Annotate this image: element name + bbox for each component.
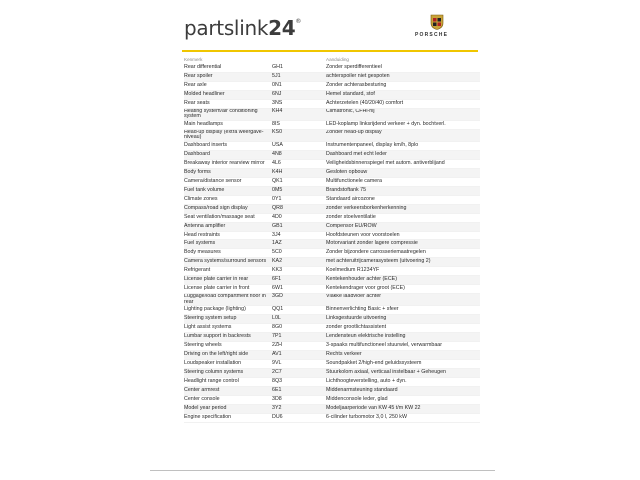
- cell-desc: Middenarmsteuning standaard: [326, 387, 398, 393]
- cell-name: Heating system/air conditioning system: [184, 108, 258, 120]
- cell-code: L0L: [272, 315, 281, 322]
- cell-desc: Linksgestuurde uitvoering: [326, 315, 387, 322]
- cell-code: KK3: [272, 267, 283, 274]
- equipment-table: [184, 56, 480, 423]
- table-row: [184, 369, 480, 378]
- cell-code: KS0: [272, 128, 283, 135]
- cell-desc: achterspoiler niet gespoten: [326, 72, 390, 79]
- cell-code: 2C7: [272, 369, 282, 376]
- cell-code: 5J1: [272, 72, 281, 79]
- cell-name: Dashboard inserts: [184, 141, 227, 148]
- cell-desc: Gesloten opbouw: [326, 168, 368, 175]
- cell-desc: zonder verkeersborkenherkenning: [326, 204, 407, 211]
- cell-name: License plate carrier in rear: [184, 276, 249, 283]
- cell-code: KH4: [272, 107, 283, 114]
- cell-code: 2ZH: [272, 342, 283, 349]
- table-row: [184, 187, 480, 196]
- cell-desc: Zonder achterasbesturing: [326, 81, 387, 88]
- cell-name: Camera/distance sensor: [184, 177, 242, 184]
- brand-name: PORSCHE: [415, 32, 449, 38]
- cell-name: License plate carrier in front: [184, 285, 250, 292]
- table-row: [184, 324, 480, 333]
- cell-desc: 6-cilinder turbomotor 3,0 l, 250 kW: [326, 413, 407, 420]
- cell-name: Center console: [184, 395, 220, 402]
- cell-code: 5C0: [272, 249, 282, 256]
- table-row: [184, 294, 480, 306]
- header-accent-line: [182, 50, 478, 52]
- cell-desc: met achteruitrijcamerasysteem (uitvoering 2): [326, 258, 431, 265]
- cell-name: Head restraints: [184, 231, 220, 238]
- cell-desc: Rechts verkeer: [326, 351, 362, 358]
- cell-name: Head-up display (extra weergave-niveau): [184, 129, 264, 141]
- cell-code: 6NJ: [272, 90, 282, 97]
- table-row: [184, 249, 480, 258]
- table-row: [184, 240, 480, 249]
- cell-desc: Zonder head-up display: [326, 129, 382, 135]
- table-body: [184, 64, 480, 423]
- cell-code: 0M5: [272, 186, 283, 193]
- cell-code: KA2: [272, 258, 283, 265]
- cell-code: 8G0: [272, 324, 283, 331]
- partslink-logo: [184, 16, 301, 40]
- column-header-description: Aanduiding: [326, 57, 349, 62]
- cell-name: Rear spoiler: [184, 72, 213, 79]
- cell-desc: Veiligheidsbinnenspiegel met autom. antiverblijand: [326, 159, 445, 166]
- cell-code: 8IS: [272, 120, 280, 127]
- cell-name: Molded headliner: [184, 90, 225, 97]
- cell-desc: Zonder sperdifferentieel: [326, 64, 382, 70]
- table-row: [184, 276, 480, 285]
- cell-name: Headlight range control: [184, 378, 239, 385]
- table-row: [184, 73, 480, 82]
- cell-desc: Lichthoogteverstelling, auto + dyn.: [326, 378, 407, 385]
- cell-code: 6W1: [272, 285, 283, 292]
- cell-desc: Stuurkolom axiaal, verticaal instelbaar + Geheugen: [326, 369, 446, 376]
- table-row: [184, 232, 480, 241]
- table-row: [184, 414, 480, 423]
- cell-name: Rear axle: [184, 81, 207, 88]
- table-row: [184, 196, 480, 205]
- cell-code: GB1: [272, 222, 283, 229]
- cell-code: 6F1: [272, 276, 282, 283]
- porsche-crest-icon: [430, 14, 444, 30]
- cell-desc: Motorvariant zonder lagere compressie: [326, 240, 418, 247]
- cell-code: QR8: [272, 204, 283, 211]
- cell-name: Luggage/load compartment floor in rear: [184, 294, 266, 305]
- cell-code: 8Q3: [272, 378, 283, 385]
- table-row: [184, 351, 480, 360]
- table-row: [184, 151, 480, 160]
- cell-desc: Standaard aircozone: [326, 195, 375, 202]
- cell-name: Model year period: [184, 404, 227, 411]
- cell-code: DU6: [272, 413, 283, 420]
- column-header-code: [272, 56, 326, 64]
- table-row: [184, 342, 480, 351]
- table-row: [184, 169, 480, 178]
- cell-desc: 3-spaaks multifunctioneel stuurwiel, verwarmbaar: [326, 342, 442, 349]
- cell-code: 3D8: [272, 395, 282, 402]
- table-header: [184, 56, 480, 64]
- table-row: [184, 109, 480, 121]
- table-row: [184, 205, 480, 214]
- cell-name: Lumbar support in backrests: [184, 333, 251, 340]
- cell-desc: Climatronic, CFHi-nij: [326, 108, 375, 114]
- cell-desc: zonder grootlichtassistent: [326, 324, 387, 331]
- cell-desc: Kentekenhouder achter (ECE): [326, 276, 397, 283]
- table-row: [184, 396, 480, 405]
- document-page: [150, 0, 495, 480]
- table-row: [184, 267, 480, 276]
- logo-registered-mark: ®: [295, 18, 302, 25]
- table-row: [184, 223, 480, 232]
- page-bottom-rule: [150, 470, 495, 471]
- cell-name: Camera systems/surround sensors: [184, 258, 267, 265]
- cell-code: 3NS: [272, 99, 283, 106]
- cell-desc: Lendensteun elektrische instelling: [326, 333, 406, 340]
- cell-code: USA: [272, 141, 283, 148]
- cell-name: Body forms: [184, 168, 211, 175]
- cell-code: GH1: [272, 64, 283, 70]
- cell-code: 4L6: [272, 159, 281, 166]
- cell-name: Loudspeaker installation: [184, 360, 242, 367]
- cell-desc: Middenconsole leder, glad: [326, 395, 388, 402]
- cell-code: 4N8: [272, 150, 282, 157]
- cell-code: 3Y2: [272, 404, 282, 411]
- cell-code: 3GD: [272, 293, 283, 300]
- cell-desc: Instrumentenpaneel, display km/h, 8plo: [326, 141, 419, 148]
- table-row: [184, 405, 480, 414]
- cell-code: 3J4: [272, 231, 281, 238]
- table-row: [184, 64, 480, 73]
- table-row: [184, 160, 480, 169]
- cell-name: Dashboard: [184, 150, 210, 157]
- cell-code: 4D0: [272, 213, 282, 220]
- cell-code: QQ1: [272, 306, 284, 313]
- table-row: [184, 258, 480, 267]
- cell-name: Fuel systems: [184, 240, 216, 247]
- cell-desc: zonder stoelventilatie: [326, 213, 376, 220]
- cell-desc: Brandstoftank 75: [326, 186, 367, 193]
- cell-desc: Dashboard met echt leder: [326, 150, 387, 157]
- table-row: [184, 91, 480, 100]
- cell-code: 0N1: [272, 81, 282, 88]
- cell-code: AV1: [272, 351, 282, 358]
- table-row: [184, 178, 480, 187]
- logo-text: partslink: [184, 16, 269, 40]
- cell-name: Compass/road sign display: [184, 204, 248, 211]
- cell-desc: Modeljaarperiode van KW 45 t/m KW 22: [326, 404, 421, 411]
- cell-code: 6E1: [272, 387, 282, 393]
- cell-code: 9VL: [272, 360, 282, 367]
- table-row: [184, 360, 480, 369]
- cell-name: Light assist systems: [184, 324, 232, 331]
- table-row: [184, 100, 480, 109]
- cell-name: Body measures: [184, 249, 221, 256]
- cell-code: 0Y1: [272, 195, 282, 202]
- cell-desc: Multifunctionele camera: [326, 177, 382, 184]
- table-row: [184, 333, 480, 342]
- cell-desc: Binnenverlichting Basic + sfeer: [326, 306, 399, 313]
- cell-name: Antenna amplifier: [184, 222, 226, 229]
- cell-code: QK1: [272, 177, 283, 184]
- cell-name: Lighting package (lighting): [184, 306, 246, 313]
- table-row: [184, 387, 480, 396]
- cell-name: Engine specification: [184, 413, 232, 420]
- table-row: [184, 378, 480, 387]
- cell-name: Center armrest: [184, 387, 220, 393]
- table-row: [184, 285, 480, 294]
- cell-desc: LED-koplamp linksrijdend verkeer + dyn. bochtverl.: [326, 120, 446, 127]
- cell-name: Breakaway interior rearview mirror: [184, 159, 265, 166]
- logo-number: 24: [268, 16, 296, 40]
- table-row: [184, 121, 480, 130]
- cell-name: Main headlamps: [184, 120, 223, 127]
- column-header-feature: Kenmerk: [184, 57, 203, 62]
- table-row: [184, 306, 480, 315]
- cell-desc: Soundpakket 2/high-end geluidssysteem: [326, 360, 422, 367]
- cell-desc: Koelmedium R1234YF: [326, 267, 380, 274]
- table-row: [184, 82, 480, 91]
- table-row: [184, 142, 480, 151]
- cell-desc: Hoofdsteunen voor voorstoelen: [326, 231, 400, 238]
- cell-name: Driving on the left/right side: [184, 351, 249, 358]
- cell-desc: Kentekendrager voor groot (ECE): [326, 285, 405, 292]
- cell-desc: Compensor EU/ROW: [326, 222, 377, 229]
- table-row: [184, 214, 480, 223]
- cell-name: Steering column systems: [184, 369, 244, 376]
- cell-name: Rear seats: [184, 99, 210, 106]
- cell-desc: Hemel standard, stof: [326, 90, 375, 97]
- cell-name: Rear differential: [184, 64, 222, 70]
- cell-name: Climate zones: [184, 195, 218, 202]
- cell-desc: Vlakke laadvloer achter: [326, 294, 382, 300]
- cell-code: K4H: [272, 168, 283, 175]
- cell-name: Seat ventilation/massage seat: [184, 213, 255, 220]
- table-row: [184, 130, 480, 142]
- cell-name: Refrigerant: [184, 267, 211, 274]
- cell-code: 1AZ: [272, 240, 282, 247]
- table-row: [184, 315, 480, 324]
- cell-desc: Zonder bijzondere carrosseriemaatregelen: [326, 249, 426, 256]
- cell-name: Steering system setup: [184, 315, 237, 322]
- cell-name: Steering wheels: [184, 342, 222, 349]
- cell-code: 7P1: [272, 333, 282, 340]
- cell-name: Fuel tank volume: [184, 186, 225, 193]
- cell-desc: Achterzetelen (40/20/40) comfort: [326, 99, 404, 106]
